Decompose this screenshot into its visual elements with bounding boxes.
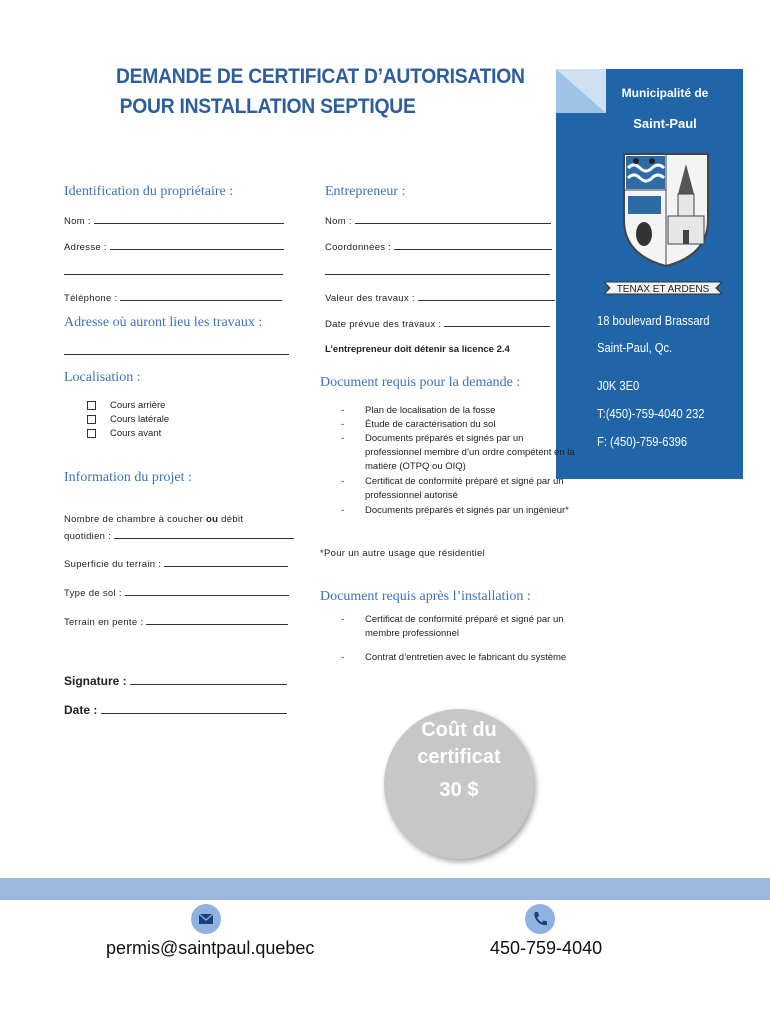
soil-type-line — [125, 586, 289, 596]
work-address-line[interactable] — [64, 354, 289, 355]
contractor-name-field[interactable] — [325, 214, 551, 227]
bedrooms-line — [114, 529, 294, 539]
owner-phone-label: Téléphone : — [64, 293, 118, 304]
address-line-2: Saint-Paul, Qc. — [597, 340, 673, 355]
location-option-arriere[interactable]: Cours arrière — [87, 400, 165, 411]
telephone-number: T:(450)-759-4040 232 — [597, 406, 705, 421]
contractor-name-line — [355, 214, 551, 224]
owner-address-line — [110, 240, 284, 250]
work-value-label: Valeur des travaux : — [325, 293, 415, 304]
owner-phone-field[interactable] — [64, 291, 282, 304]
contractor-name-label: Nom : — [325, 216, 352, 227]
signature-field[interactable] — [64, 673, 287, 688]
planned-date-field[interactable] — [325, 317, 550, 330]
location-option-avant[interactable]: Cours avant — [87, 428, 161, 439]
owner-name-label: Nom : — [64, 216, 91, 227]
superficie-field[interactable] — [64, 557, 288, 570]
work-value-line — [418, 291, 555, 301]
postal-code: J0K 3E0 — [597, 378, 640, 393]
cost-label-line-1: Coût du — [421, 719, 497, 741]
owner-address-field[interactable] — [64, 240, 284, 253]
contractor-coordinates-field[interactable] — [325, 240, 552, 253]
list-item: - Documents préparés et signés par un professionnel membre d’un ordre compétent en la matière (OTPQ ou OIQ) — [341, 433, 575, 472]
signature-line — [130, 673, 287, 685]
soil-type-label: Type de sol : — [64, 588, 122, 599]
email-link[interactable]: permis@saintpaul.quebec — [106, 938, 315, 958]
docs-after-heading: Document requis après l’installation : — [320, 589, 531, 604]
slope-line — [146, 615, 288, 625]
municipality-label: Municipalité de — [621, 86, 709, 100]
owner-address-label: Adresse : — [64, 242, 107, 253]
slope-label: Terrain en pente : — [64, 617, 144, 628]
owner-heading: Identification du propriétaire : — [64, 184, 234, 199]
motto-ribbon — [604, 278, 722, 298]
title-line-1: DEMANDE DE CERTIFICAT D’AUTORISATION — [116, 65, 525, 88]
date-label: Date : — [64, 703, 98, 717]
signature-label: Signature : — [64, 674, 127, 688]
owner-name-line — [94, 214, 284, 224]
checkbox-icon[interactable] — [87, 401, 96, 410]
phone-link[interactable]: 450-759-4040 — [490, 938, 603, 958]
title-line-2: POUR INSTALLATION SEPTIQUE — [119, 95, 416, 118]
date-field[interactable] — [64, 702, 287, 717]
checkbox-icon[interactable] — [87, 429, 96, 438]
municipality-name: Saint-Paul — [633, 116, 697, 131]
cost-label-line-2: certificat — [417, 746, 501, 768]
soil-type-field[interactable] — [64, 586, 289, 599]
list-item: - Plan de localisation de la fosse — [341, 405, 496, 416]
slope-field[interactable] — [64, 615, 288, 628]
superficie-line — [164, 557, 288, 567]
docs-request-note: *Pour un autre usage que résidentiel — [320, 548, 486, 559]
cost-price: 30 $ — [439, 779, 479, 801]
project-heading: Information du projet : — [64, 470, 192, 485]
bedrooms-label: Nombre de chambre à coucher ou débit — [64, 514, 244, 525]
fax-number: F: (450)-759-6396 — [597, 434, 688, 449]
footer-bar — [0, 878, 770, 900]
checkbox-icon[interactable] — [87, 415, 96, 424]
contractor-coordinates-label: Coordonnées : — [325, 242, 392, 253]
contractor-coordinates-line — [394, 240, 552, 250]
coat-of-arms-icon — [620, 150, 712, 270]
page-title — [116, 62, 525, 122]
owner-phone-line — [120, 291, 282, 301]
owner-name-field[interactable] — [64, 214, 284, 227]
location-option-laterale[interactable]: Cours latérale — [87, 414, 169, 425]
date-line — [101, 702, 287, 714]
phone-icon — [525, 904, 555, 934]
list-item: - Étude de caractérisation du sol — [341, 419, 496, 430]
list-item: - Contrat d’entretien avec le fabricant du système — [341, 652, 567, 663]
motto-text: TENAX ET ARDENS — [616, 284, 710, 295]
owner-address-line-2[interactable] — [64, 274, 283, 275]
cost-label — [384, 717, 534, 771]
envelope-icon — [191, 904, 221, 934]
contractor-heading: Entrepreneur : — [325, 184, 406, 199]
bedrooms-field[interactable] — [64, 529, 294, 542]
bedrooms-label-2: quotidien : — [64, 531, 112, 542]
list-item: - Certificat de conformité préparé et signé par un membre professionnel — [341, 614, 564, 639]
planned-date-label: Date prévue des travaux : — [325, 319, 442, 330]
contractor-coordinates-line-2[interactable] — [325, 274, 550, 275]
work-address-heading: Adresse où auront lieu les travaux : — [64, 315, 263, 330]
address-line-1: 18 boulevard Brassard — [597, 313, 710, 328]
list-item: - Documents préparés et signés par un ingénieur* — [341, 505, 569, 516]
licence-notice: L’entrepreneur doit détenir sa licence 2.4 — [325, 344, 510, 355]
location-heading: Localisation : — [64, 370, 141, 385]
work-value-field[interactable] — [325, 291, 555, 304]
list-item: - Certificat de conformité préparé et signé par un professionnel autorisé — [341, 476, 564, 501]
superficie-label: Superficie du terrain : — [64, 559, 162, 570]
planned-date-line — [444, 317, 550, 327]
docs-request-heading: Document requis pour la demande : — [320, 375, 521, 390]
